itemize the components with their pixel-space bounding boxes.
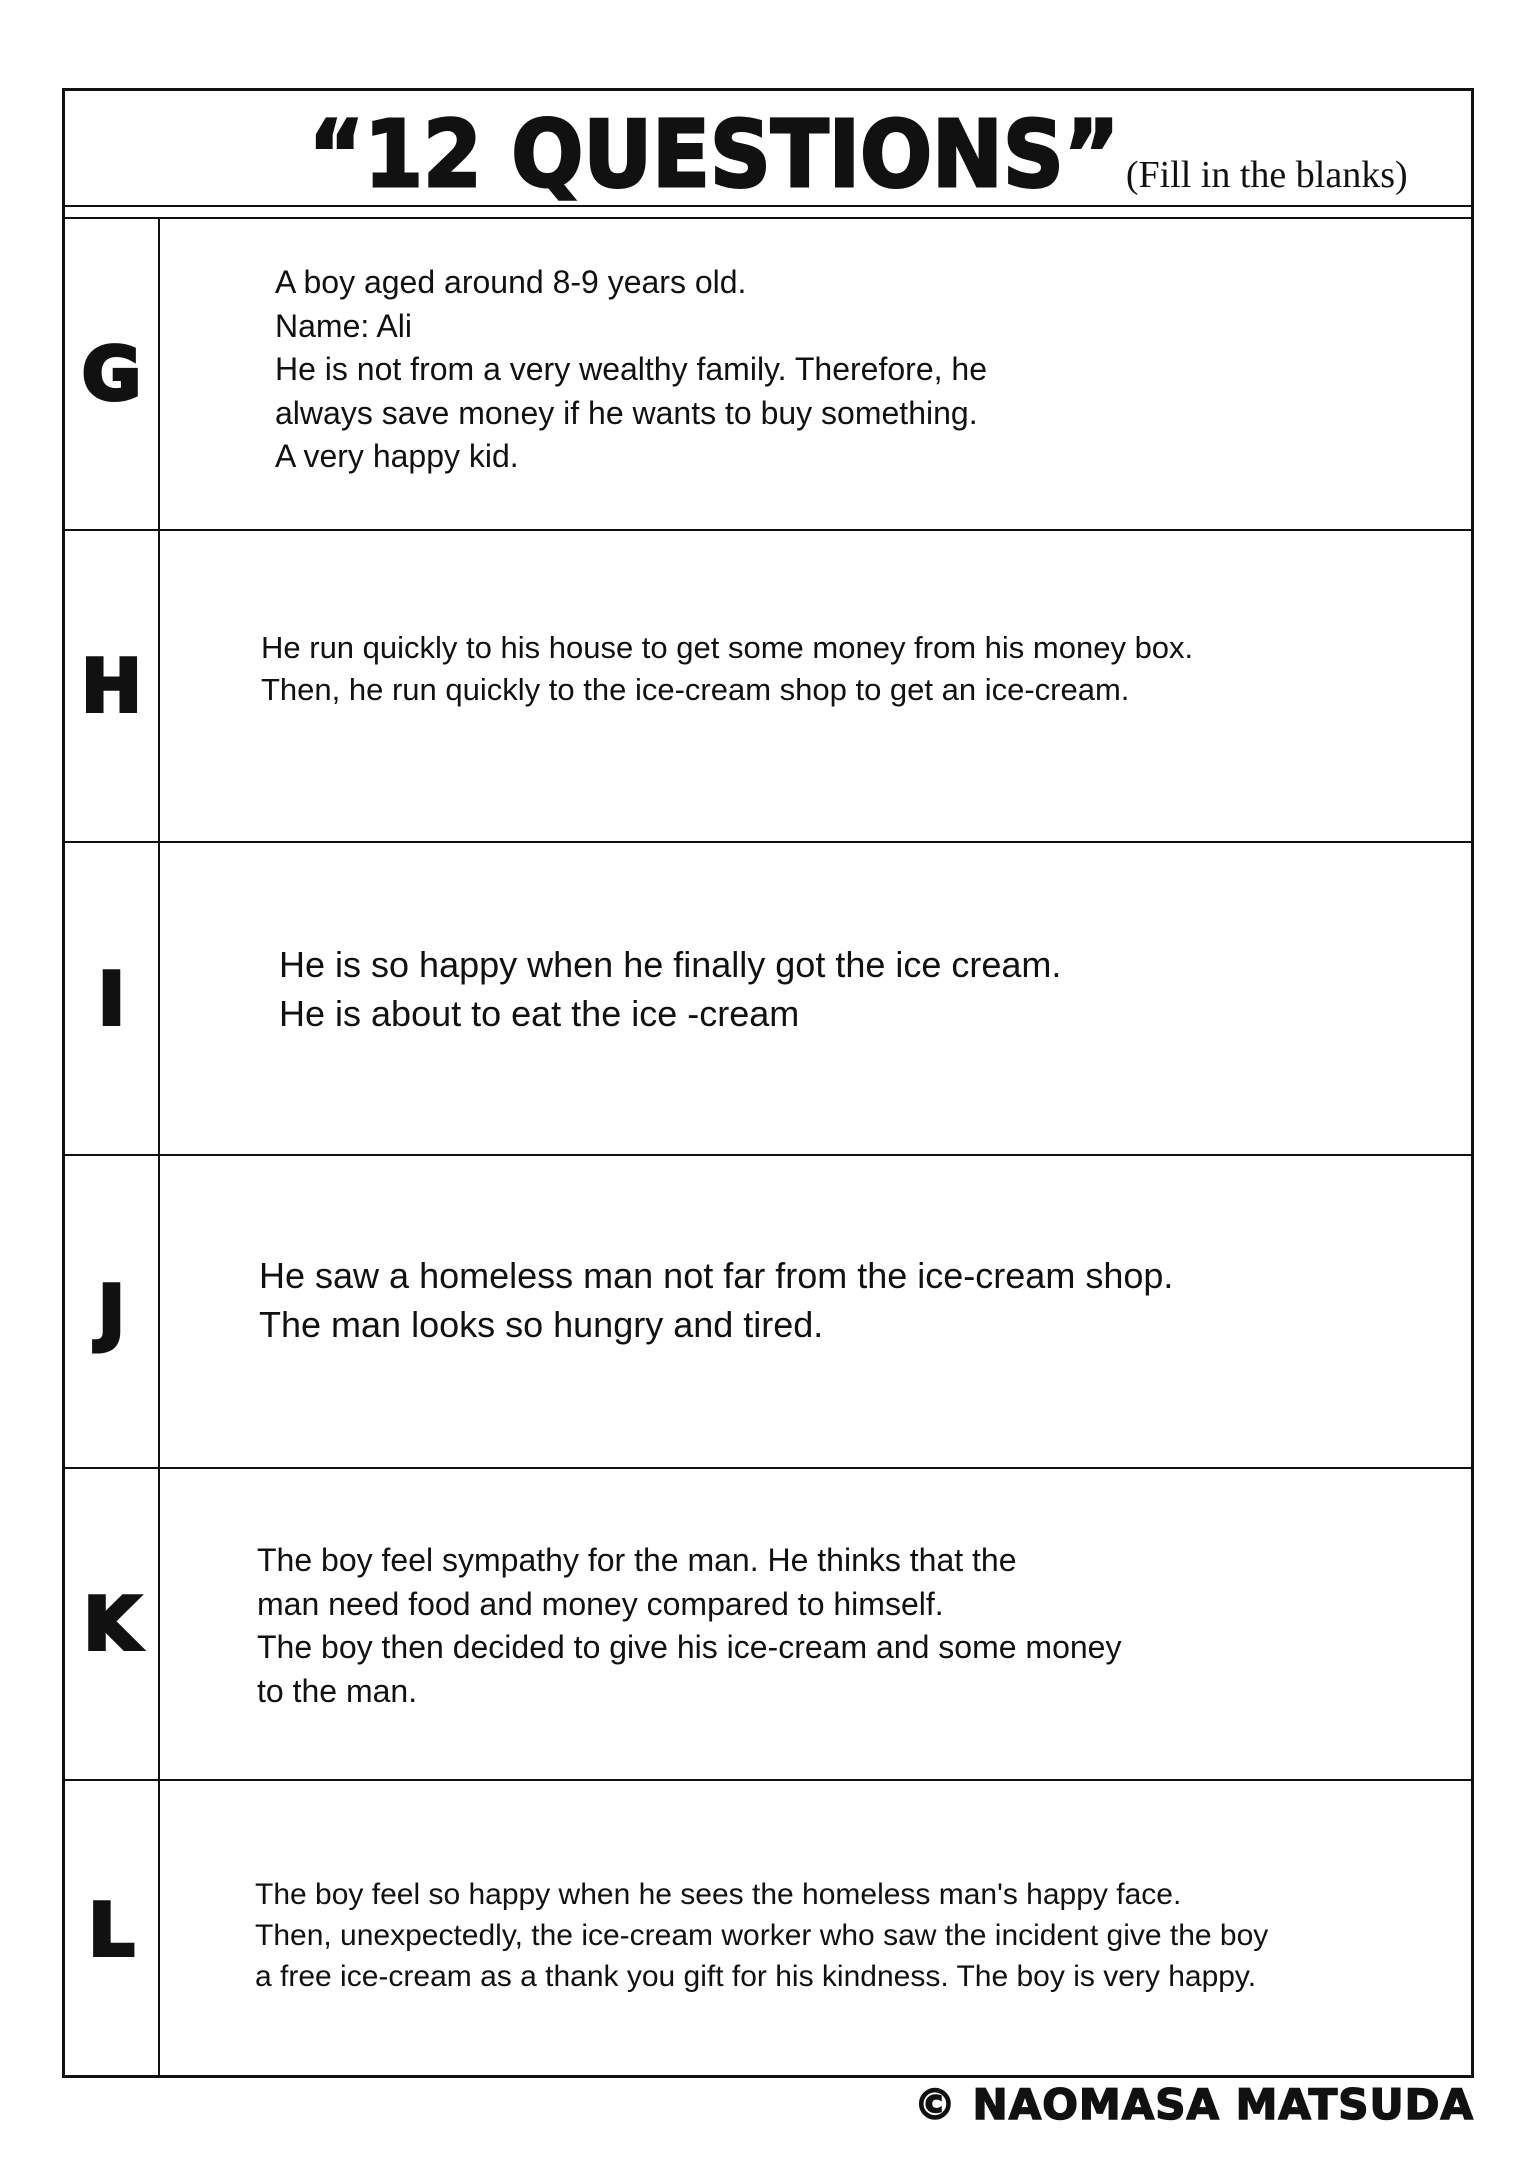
letter-cell (65, 1469, 160, 1779)
letter-cell (65, 843, 160, 1154)
letter-cell (65, 219, 160, 529)
row-letter: K (83, 1582, 140, 1666)
question-rows (65, 219, 1471, 2075)
page-subtitle: (Fill in the blanks) (1125, 154, 1408, 196)
title-bar (65, 91, 1471, 208)
question-row-k (65, 1469, 1471, 1781)
letter-cell (65, 531, 160, 841)
header (65, 91, 1471, 207)
question-row-l (65, 1781, 1471, 2078)
row-letter: J (98, 1269, 125, 1354)
letter-cell (65, 1781, 160, 2078)
question-row-h (65, 531, 1471, 843)
row-text: He run quickly to his house to get some money from his money box. Then, he run quickly to the ice-cream shop to get an ice-cream. (261, 630, 1194, 708)
row-text: The boy feel sympathy for the man. He thinks that the man need food and money compared to himself. The boy then decided to give his ice-cream and some money to the man. (257, 1542, 1122, 1709)
row-letter: G (81, 332, 142, 416)
question-row-j (65, 1156, 1471, 1469)
letter-cell (65, 1156, 160, 1467)
row-text: A boy aged around 8-9 years old. Name: Ali He is not from a very wealthy family. Therefore, he always save money if he wants to buy something. A very happy kid. (275, 264, 987, 475)
row-letter: H (81, 644, 142, 728)
question-row-g (65, 219, 1471, 531)
row-letter: I (98, 956, 125, 1041)
row-letter: L (88, 1887, 135, 1972)
row-text: The boy feel so happy when he sees the homeless man's happy face. Then, unexpectedly, the ice-cream worker who saw the incident give the boy a free ice-cream as a thank you gift for his kindness. The boy is very happy. (255, 1878, 1269, 1993)
row-text: He is so happy when he finally got the ice cream. He is about to eat the ice -cream (279, 944, 1062, 1034)
copyright-footer: © NAOMASA MATSUDA (913, 2080, 1474, 2129)
page-title: “12 QUESTIONS” (308, 101, 1120, 208)
row-text: He saw a homeless man not far from the ice-cream shop. The man looks so hungry and tired. (259, 1255, 1174, 1345)
question-row-i (65, 843, 1471, 1156)
worksheet-frame (62, 88, 1474, 2078)
